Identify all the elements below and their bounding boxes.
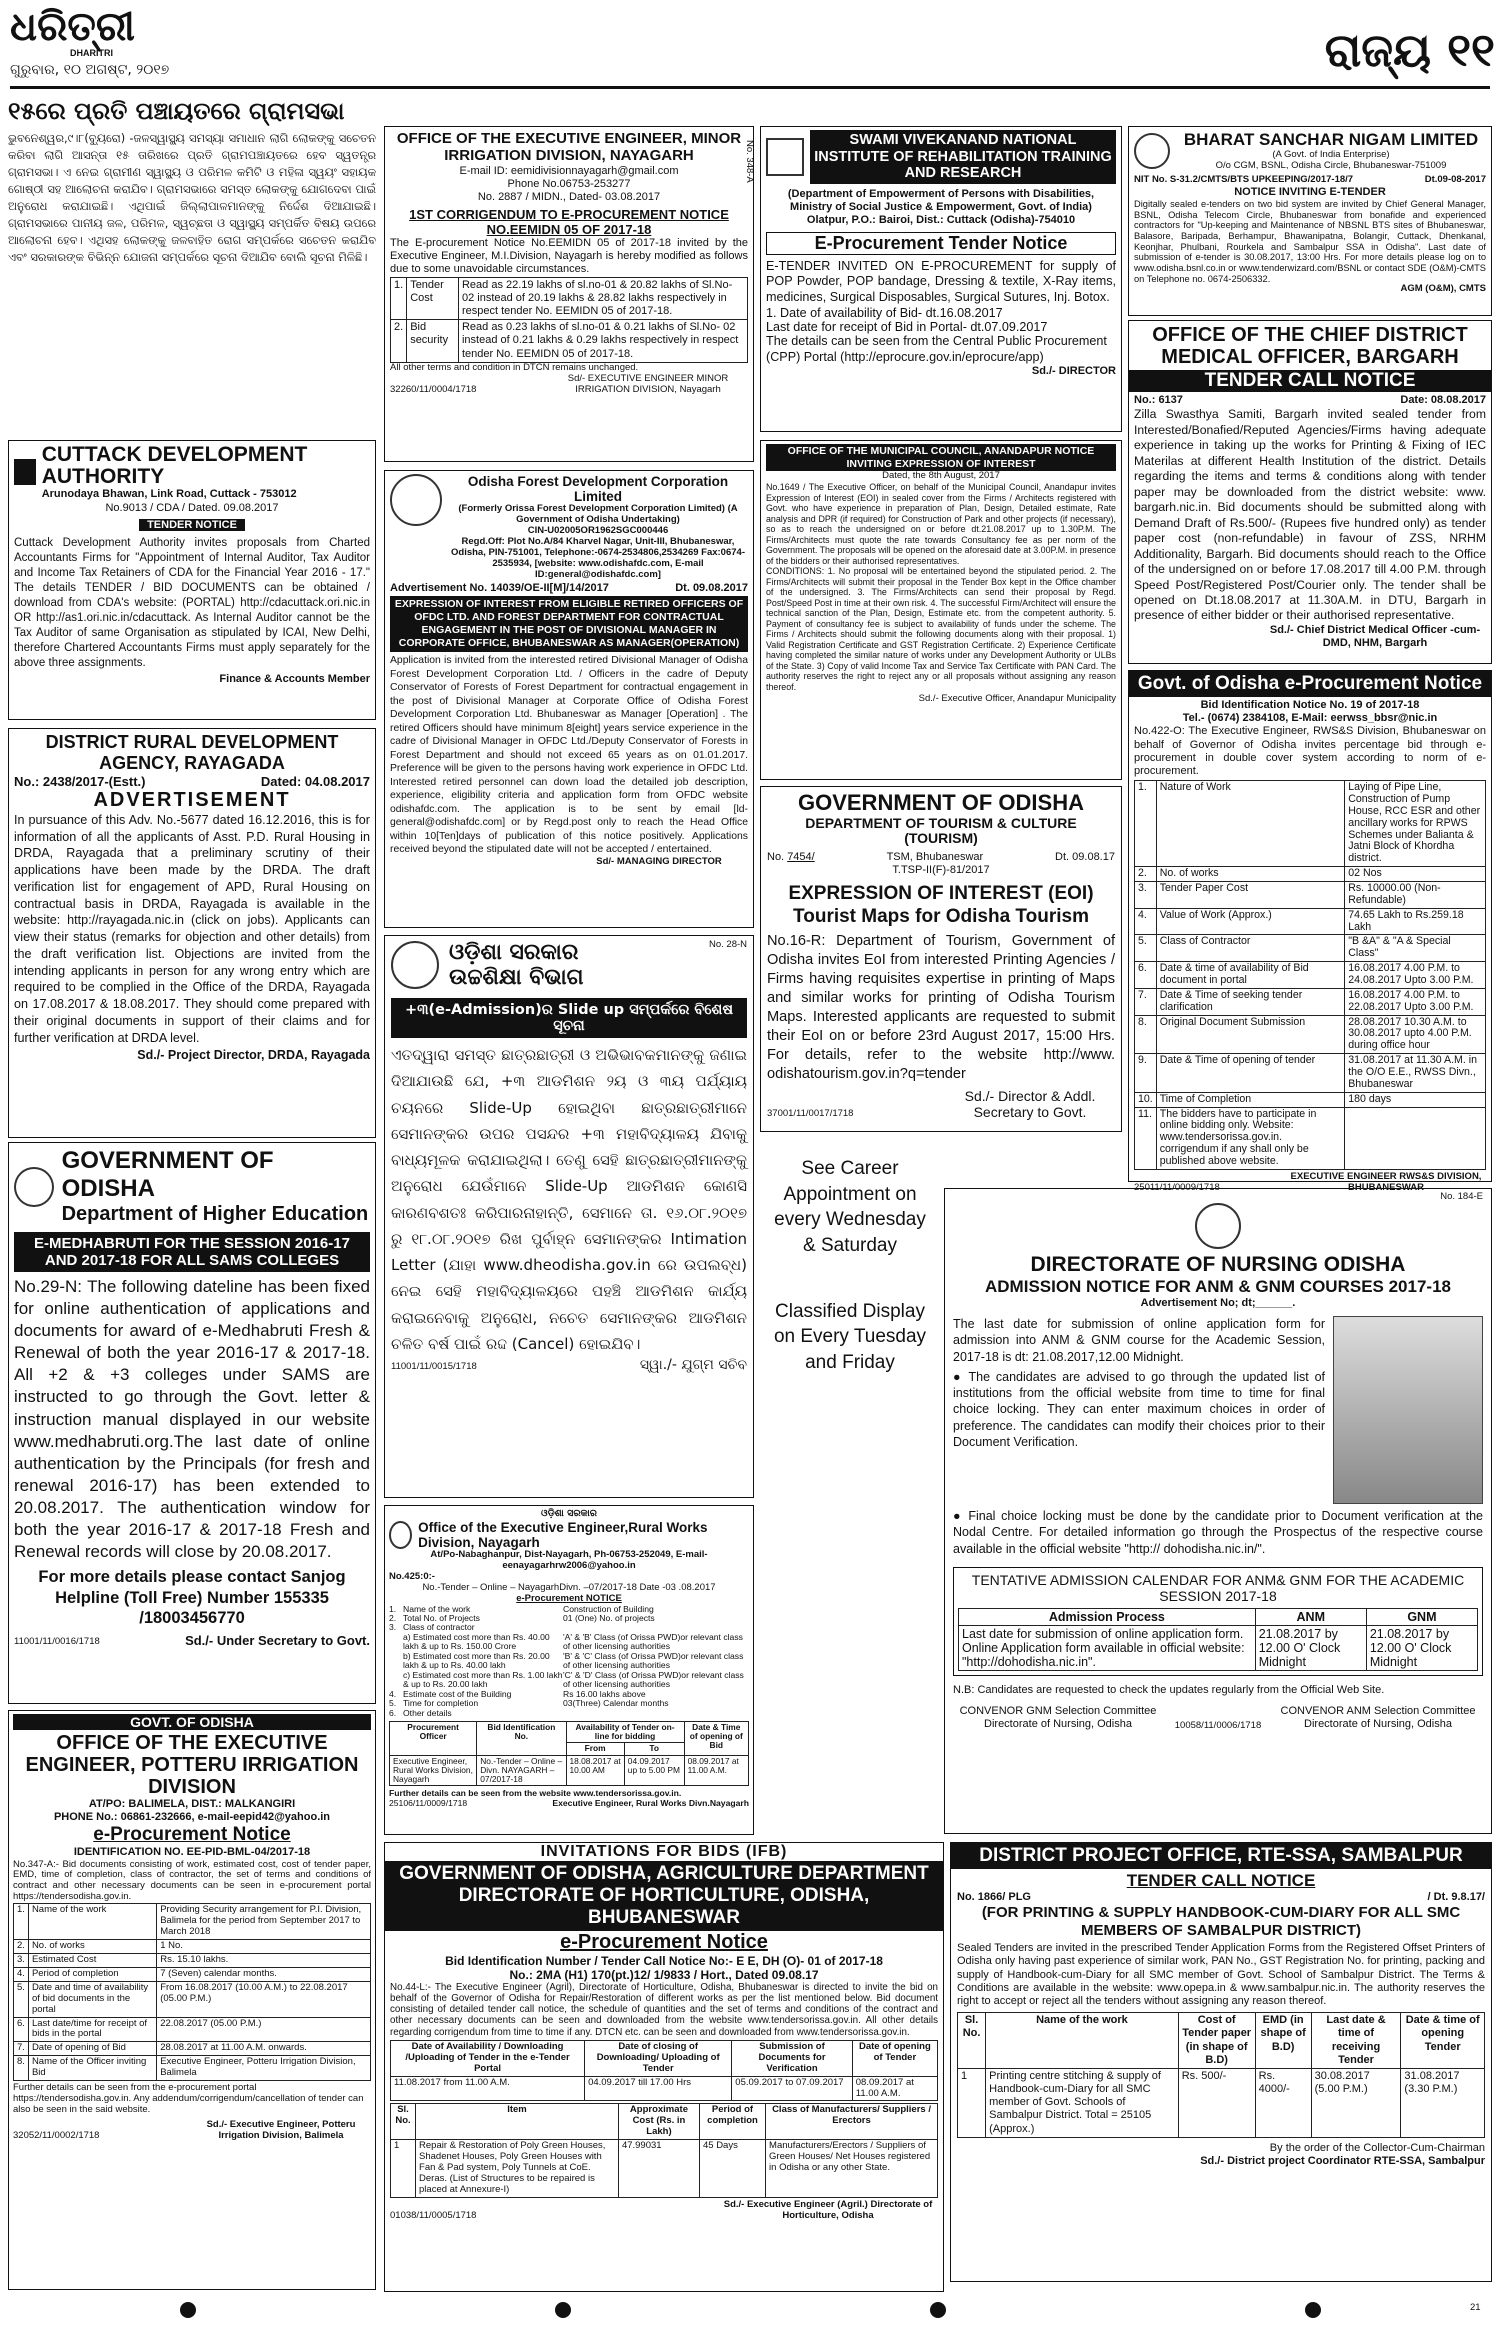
- table-cell: Manufacturers/Erectors / Suppliers of Green Houses/ Net Houses registered in Odisha or any other State.: [766, 2140, 938, 2198]
- table-cell: Original Document Submission: [1156, 1015, 1344, 1054]
- table-row: [14, 2042, 371, 2056]
- item-label: Time for completion: [403, 1698, 479, 1709]
- cda-logo-icon: [14, 459, 36, 485]
- table-cell: [1345, 1107, 1486, 1169]
- minor-irrigation-notice: OFFICE OF THE EXECUTIVE ENGINEER, MINOR IRRIGATION DIVISION, NAYAGARH E-mail ID: eemidivisionnayagarh@gmail.com Phone No.06753-253277 No. 2887 / MIDN., Dated- 03.08.2017 1ST CORRIGENDUM TO E-PROCUREMENT NOTICE NO.EEMIDN 05 OF 2017-18 The E-procurement Notice No.EEMIDN 05 of 2017-18 invited by the Executive Engineer, M.I.Division, Nayagarh is hereby modified as follows due to some unavoidable circumstances. 1. Tender Cost Read as 22.19 lakhs of sl.no-01 & 20.82 lakhs of Sl.No- 02 instead of 20.19 lakhs & 28.82 lakhs respectively in respect tender No. EEMIDN 05 of 2017-18. 2. Bid security Read as 0.23 lakhs of sl.no-01 & 0.21 lakhs of Sl.No- 02 instead of 0.21 lakhs & 0.29 lakhs respectively in respect tender No. EEMIDN 05 of 2017-18. All other terms and condition in DTCN remains unchanged. 32260/11/0004/1718 Sd/- EXECUTIVE ENGINEER MINOR IRRIGATION DIVISION, Nayagarh: [384, 126, 754, 462]
- table-cell: Rs. 500/-: [1178, 2068, 1255, 2137]
- table-cell: 74.65 Lakh to Rs.259.18 Lakh: [1345, 908, 1486, 935]
- table-cell: From 16.08.2017 (10.00 A.M.) to 22.08.2017 (05.00 P.M.): [157, 1981, 371, 2017]
- table-cell: 31.08.2017 (3.30 P.M.): [1401, 2068, 1485, 2137]
- news-article: [8, 96, 376, 436]
- potteru-notice: GOVT. OF ODISHA OFFICE OF THE EXECUTIVE ENGINEER, POTTERU IRRIGATION DIVISION AT/PO: BALIMELA, DIST.: MALKANGIRI PHONE No.: 06861-232666, e-mail-eepid42@yahoo.in e-Procurement Notice IDENTIFICATION NO. EE-PID-BML-04/2017-18 No.347-A:- Bid documents consisting of work, estimated cost, cost of tender paper, EMD, time of completion, class of contractor, the set of terms and conditions of contract and other necessary documents can be seen in e-procurement portal https://tendersodisha.gov.in. 1. Name of the work Providing Security arrangement for P.I. Division, Balimela for the period from September 2017 to March 2018 2. No. of works 1 No. 3. Estimated Cost Rs. 15.10 lakhs. 4. Period of completion 7 (Seven) calendar months. 5. Date and time of availability of bid documents in the portal From 16.08.2017 (10.00 A.M.) to 22.08.2017 (05.00 P.M.) 6. Last date/time for receipt of bids in the portal 22.08.2017 (05.00 P.M.) 7. Date of opening of Bid 28.08.2017 at 11.00 A.M. onwards. 8. Name of the Officer inviting Bid Executive Engineer, Potteru Irrigation Division, Balimela Further details can be seen from the e-procurement portal https://tendersodisha.gov.in. Any addendum/corrigendum/cancellation of tender can also be seen in the said website. 32052/11/0002/1718 Sd./- Executive Engineer, Potteru Irrigation Division, Balimela: [8, 1710, 376, 2290]
- horticulture-notice: INVITATIONS FOR BIDS (IFB) GOVERNMENT OF ODISHA, AGRICULTURE DEPARTMENT DIRECTORATE OF HORTICULTURE, ODISHA, BHUBANESWAR e-Procurement Notice Bid Identification Number / Tender Call Notice No:- E E, DH (O)- 01 of 2017-18 No.: 2MA (H1) 170(pt.)12/ 1/9833 / Hort., Dated 09.08.17 No.44-L:- The Executive Engineer (Agril), Directorate of Horticulture, Odisha, Bhubaneswar is directed to invite the bid on behalf of the Governor of Odisha for Repair/Restoration of different works as per the list mentioned below. Bid document consisting of detailed tender call notice, the schedule of quantities and the set of terms and conditions of the contract and other necessary documents can be seen and downloaded from the website www.tendersorissa.gov.in. All other details regarding corrigendum from time to time if any. DTCN etc. can be seen and downloaded from www.tendersorissa.gov.in. Date of Availability / Downloading /Uploading of Tender in the e-Tender Portal Date of closing of Downloading/ Uploading of Tender Submission of Documents for Verification Date of opening of Tender 11.08.2017 from 11.00 A.M. 04.09.2017 till 17.00 Hrs 05.09.2017 to 07.09.2017 08.09.2017 at 11.00 A.M. Sl. No. Item Approximate Cost (Rs. in Lakh) Period of completion Class of Manufacturers/ Suppliers / Erectors 1 Repair & Restoration of Poly Green Houses, Shadenet Houses, Poly Green Houses with Fan & Pad system, Poly Tunnels at CoE. Deras. (List of Structures to be repaired is placed at Annexure-I) 47.99031 45 Days Manufacturers/Erectors / Suppliers of Green Houses/ Net Houses registered in Odisha or any other State. 01038/11/0005/1718 Sd./- Executive Engineer (Agril.) Directorate of Horticulture, Odisha: [384, 1842, 944, 2292]
- drda-notice: DISTRICT RURAL DEVELOPMENT AGENCY, RAYAGADA No.: 2438/2017-(Estt.) Dated: 04.08.2017 ADVERTISEMENT In pursuance of this Adv. No.-5677 dated 16.12.2016, this is for information of all the applicants of Asst. P.D. Rural Housing in DRDA, Rayagada that a preliminary scrutiny of their applications have been made by the DRDA. The draft verification list for engagement of APD, Rural Housing on contractual basis in DRDA, Rayagada is available in the website: http://rayagada.nic.in (click on jobs). Applicants can view their status (remarks for objection and other details) from the draft verification list. Objections are invited from the intending applicants in person for any wrong entry which are required to be complied in the Office of the DRDA, Rayagada on 17.08.2017 & 18.08.2017. They should come prepared with their original documents in support of their claims and for further verification at DRDA level. Sd./- Project Director, DRDA, Rayagada: [8, 728, 376, 1138]
- item-label: a) Estimated cost more than Rs. 40.00 lakh & up to Rs. 150.00 Crore: [403, 1631, 550, 1652]
- table-cell: 21.08.2017 by 12.00 O' Clock Midnight: [1366, 1625, 1477, 1670]
- minor-irrigation-side-no: No. 348-A: [744, 140, 755, 183]
- item-label: Other details: [403, 1707, 452, 1718]
- table-cell: 18.08.2017 at 10.00 AM: [566, 1755, 624, 1786]
- table-cell: Period of completion: [28, 1967, 156, 1981]
- rural-works-table: [389, 1721, 749, 1786]
- item-value: [563, 1709, 749, 1718]
- table-header-cell: Class of Manufacturers/ Suppliers / Erectors: [766, 2104, 938, 2140]
- table-header-cell: Date of opening of Tender: [852, 2040, 937, 2076]
- table-cell: Date & Time of opening of tender: [1156, 1054, 1344, 1093]
- table-cell: 8.: [14, 2056, 29, 2081]
- nursing-notice: No. 184-E DIRECTORATE OF NURSING ODISHA ADMISSION NOTICE FOR ANM & GNM COURSES 2017-18 Advertisement No; dt;______. The last date for submission of online application form for admission into ANM & GNM course for the Academic Session, 2017-18 is dt: 21.08.2017,12.00 Midnight. ● The candidates are advised to go through the updated list of institutions from the official website from time to time for final choice locking. They can enter maximum choices in order of preference. The candidates can modify their choices prior to their Document Verification. ● Final choice locking must be done by the candidate prior to Document verification at the Nodal Centre. For detailed information go through the Prospectus of the respective course available in the official website "http:// dohodisha.nic.in/". TENTATIVE ADMISSION CALENDAR FOR ANM& GNM FOR THE ACADEMIC SESSION 2017-18 Admission Process ANM GNM Last date for submission of online application form. Online Application form available in official website: "http://dohodisha.nic.in". 21.08.2017 by 12.00 O' Clock Midnight 21.08.2017 by 12.00 O' Clock Midnight N.B: Candidates are requested to check the updates regularly from the Official Web Site. CONVENOR GNM Selection Committee Directorate of Nursing, Odisha 10058/11/0006/1718 CONVENOR ANM Selection Committee Directorate of Nursing, Odisha: [944, 1188, 1492, 1834]
- ofdc-logo-icon: [390, 474, 442, 526]
- table-header-cell: Period of completion: [699, 2104, 765, 2140]
- table-row: [1135, 962, 1486, 989]
- table-header-cell: Admission Process: [959, 1608, 1256, 1625]
- item-number: 6.: [389, 1707, 397, 1718]
- table-cell: 4.: [1135, 908, 1157, 935]
- table-cell: 3.: [14, 1953, 29, 1967]
- table-row: [1135, 908, 1486, 935]
- table-row: [1135, 988, 1486, 1015]
- table-cell: 1.: [1135, 781, 1157, 867]
- potteru-table: [13, 1903, 371, 2081]
- item-value: 01 (One) No. of projects: [563, 1612, 655, 1623]
- table-cell: 180 days: [1345, 1092, 1486, 1107]
- item-label: c) Estimated cost more than Rs. 1.00 lakh & up to Rs. 20.00 lakh: [403, 1669, 563, 1690]
- table-cell: Name of the Officer inviting Bid: [28, 2056, 156, 2081]
- bsnl-logo-icon: [1134, 133, 1170, 169]
- registration-mark-icon: [555, 2302, 571, 2318]
- table-cell: 08.09.2017 at 11.00 A.M.: [852, 2076, 937, 2101]
- table-cell: Last date/time for receipt of bids in the portal: [28, 2017, 156, 2042]
- item-number: [389, 1652, 403, 1671]
- item-number: 3.: [389, 1622, 397, 1633]
- table-cell: 3.: [1135, 882, 1157, 909]
- table-cell: 2.: [14, 1940, 29, 1954]
- table-header-cell: Approximate Cost (Rs. in Lakh): [618, 2104, 699, 2140]
- masthead-rule: [10, 86, 1490, 89]
- table-row: [391, 277, 748, 320]
- table-header-row: [391, 2104, 938, 2140]
- table-header-row: [390, 1721, 749, 1742]
- anandapur-notice: OFFICE OF THE MUNICIPAL COUNCIL, ANANDAPUR NOTICE INVITING EXPRESSION OF INTEREST Dated, the 8th August, 2017 No.1649 / The Executive Officer, on behalf of the Municipal Council, Anandapur invites Expression of Interest (EOI) in sealed cover from the Firms / Architects registered with Govt. who have experience in preparation of Plan, Design, Detailed estimate, Rate analysis and DPR (if required) for Construction of Park and other projects (if necessary), so as to reach the undersigned on or before dt.21.08.2017 up to 1.30P.M. The Firms/Architects must quote the rate towards Consultancy fee as per norm of the Government. The proposals will be opened on the aforesaid date at 3.00P.M. in presence of the bidders or their authorised representatives. CONDITIONS: 1. No proposal will be entertained beyond the stipulated period. 2. The Firms/Architects will submit their proposal in the Tender Box kept in the Office chamber of the undersigned. 3. The Firms/Architects can send their proposal by Regd. Post/Speed Post in time at their own risk. 4. The successful Firm/Architect will ensure the technical sanction of the Plan, Design, Estimate etc. from the competent authority. 5. Payment of consultancy fee is subject to availability of funds under the scheme. The Firms / Architects should submit the following documents along with their proposal. 1) Valid Registration Certificate and GST Registration Certificate. 2) Experience Certificate having completed the similar nature of works under any Development Authority or ULBs of the State. 3) Copy of valid Income Tax and Service Tax Certificate with PAN Card. The authority reserves the right to reject any or all proposals without assigning any reason thereof. Sd./- Executive Officer, Anandapur Municipality: [760, 440, 1122, 780]
- table-cell: 02 Nos: [1345, 867, 1486, 882]
- table-cell: Read as 0.23 lakhs of sl.no-01 & 0.21 lakhs of Sl.No- 02 instead of 0.21 lakhs & 0.29 lakhs respectively in respect tender No. EEMIDN 05 of 2017-18.: [458, 320, 747, 363]
- masthead-date: ଗୁରୁବାର, ୧୦ ଅଗଷ୍ଟ, ୨୦୧୭: [10, 62, 170, 78]
- rwss-notice: Govt. of Odisha e-Procurement Notice Bid Identification Notice No. 19 of 2017-18 Tel.- (0674) 2384108, E-Mail: eerwss_bbsr@nic.in No.422-O: The Executive Engineer, RWS&S Division, Bhubaneswar on behalf of Governor of Odisha invites percentage bid through e-procurement in double cover system according to norm of e-procurement. 1. Nature of Work Laying of Pipe Line, Construction of Pump House, RCC ESR and other ancillary works for RPWS Schemes under Balianta & Jatni Block of Khordha district. 2. No. of works 02 Nos 3. Tender Paper Cost Rs. 10000.00 (Non-Refundable) 4. Value of Work (Approx.) 74.65 Lakh to Rs.259.18 Lakh 5. Class of Contractor "B &A" & "A & Special Class" 6. Date & time of availability of Bid document in portal 16.08.2017 4.00 P.M. to 24.08.2017 Upto 3.00 P.M. 7. Date & Time of seeking tender clarification 16.08.2017 4.00 P.M. to 22.08.2017 Upto 3.00 P.M. 8. Original Document Submission 28.08.2017 10.30 A.M. to 30.08.2017 upto 4.00 P.M. during office hour 9. Date & Time of opening of tender 31.08.2017 at 11.30 A.M. in the O/O E.E., RWSS Divn., Bhubaneswar 10. Time of Completion 180 days 11. The bidders have to participate in online bidding only. Website: www.tendersorissa.gov.in. corrigendum if any shall only be published above website. 25011/11/0009/1718 EXECUTIVE ENGINEER RWS&S DIVISION, BHUBANESWAR: [1128, 670, 1492, 1182]
- page-number: 21: [1470, 2302, 1481, 2313]
- minor-irrigation-table: [390, 277, 748, 363]
- table-cell: Read as 22.19 lakhs of sl.no-01 & 20.82 lakhs of Sl.No- 02 instead of 20.19 lakhs & 28.82 lakhs respectively in respect tender No. EEMIDN 05 of 2017-18.: [458, 277, 747, 320]
- table-row: [959, 1625, 1478, 1670]
- table-cell: Class of Contractor: [1156, 935, 1344, 962]
- item-label: Name of the work: [403, 1603, 471, 1614]
- table-cell: 1: [391, 2140, 416, 2198]
- nursing-calendar-table: [958, 1608, 1478, 1671]
- table-cell: 21.08.2017 by 12.00 O' Clock Midnight: [1255, 1625, 1366, 1670]
- table-cell: 05.09.2017 to 07.09.2017: [732, 2076, 852, 2101]
- table-row: [14, 1953, 371, 1967]
- table-cell: 47.99031: [618, 2140, 699, 2198]
- rtessa-table: [957, 2012, 1485, 2138]
- table-row: [14, 1967, 371, 1981]
- table-row: [14, 2017, 371, 2042]
- table-cell: 2.: [391, 320, 407, 363]
- table-cell: No.-Tender – Online – Divn. NAYAGARH – 07/2017-18: [477, 1755, 566, 1786]
- table-row: [391, 2076, 938, 2101]
- table-cell: 7 (Seven) calendar months.: [157, 1967, 371, 1981]
- table-header-cell: Date & time of opening Tender: [1401, 2013, 1485, 2069]
- item-number: [389, 1633, 403, 1652]
- list-item: [389, 1709, 749, 1718]
- table-cell: Tender Cost: [407, 277, 459, 320]
- list-item: [389, 1652, 749, 1671]
- table-header-cell: Sl. No.: [391, 2104, 416, 2140]
- table-cell: Repair & Restoration of Poly Green Houses, Shadenet Houses, Poly Green Houses with Fan & Pad system, Poly Tunnels at CoE. Deras. (List of Structures to be repaired is placed at Annexure-I): [416, 2140, 619, 2198]
- item-value: Construction of Building: [563, 1603, 654, 1614]
- item-label: Total No. of Projects: [403, 1612, 480, 1623]
- table-cell: 30.08.2017 (5.00 P.M.): [1311, 2068, 1401, 2137]
- table-row: [391, 2140, 938, 2198]
- table-header-row: [959, 1608, 1478, 1625]
- table-cell: Value of Work (Approx.): [1156, 908, 1344, 935]
- news-body: ଭୁବନେଶ୍ୱର,୯।୮(ବ୍ୟୁରୋ) -ଜଳସ୍ୱାସ୍ଥ୍ୟ ସମସ୍ୟା ସମାଧାନ ଲାଗି ଲୋକଙ୍କୁ ସଚେତନ କରିବା ଲାଗି ଆସନ୍ତା ୧୫ ତାରିଖରେ ପ୍ରତି ଗ୍ରାମପଞ୍ଚାୟତରେ ହେବ ସ୍ୱତନ୍ତ୍ର ଗ୍ରାମସଭା। ଏ ନେଇ ଗ୍ରାମୀଣ ସ୍ୱାସ୍ଥ୍ୟ ଓ ପରିମଳ କମିଟି ଓ ମହିଳା ସ୍ୱୟଂ ସହାୟକ ଗୋଷ୍ଠୀ ସହ ଆଲୋଚନା କରାଯିବ। ଗ୍ରାମସଭାରେ ସମସ୍ତ ଲୋକଙ୍କୁ ଯୋଗଦେବା ପାଇଁ ଅନୁରୋଧ କରାଯାଇଛି। ଏଥିପାଇଁ ଜିଲ୍ଲାପାଳମାନଙ୍କୁ ନିର୍ଦ୍ଦେଶ ଦିଆଯାଇଛି। ଗ୍ରାମସଭାରେ ପାନୀୟ ଜଳ, ପରିମଳ, ସ୍ୱଚ୍ଛତା ଓ ସ୍ୱାସ୍ଥ୍ୟ ସମ୍ପର୍କିତ ବିଷୟ ଉପରେ ଆଲୋଚନା ହେବ। ଏଥିସହ ଲୋକଙ୍କୁ ଜଳବାହିତ ରୋଗ ସମ୍ପର୍କରେ ସଚେତନ କରାଯିବ ଏବଂ ସରକାରଙ୍କ ବିଭିନ୍ନ ଯୋଜନା ସମ୍ପର୍କରେ ସୂଚନା ଦିଆଯିବ ବୋଲି ସୂଚନା ମିଳିଛି।: [8, 131, 376, 264]
- table-header-cell: ANM: [1255, 1608, 1366, 1625]
- tourism-notice: GOVERNMENT OF ODISHA DEPARTMENT OF TOURISM & CULTURE (TOURISM) No. 7454/ TSM, Bhubaneswar Dt. 09.08.17 T.TSP-II(F)-81/2017 EXPRESSION OF INTEREST (EOI) Tourist Maps for Odisha Tourism No.16-R: Department of Tourism, Government of Odisha invites EoI from interested Printing Agencies / Firms having requisites expertise in printing of Maps and similar works for printing of Odisha Tourism Maps. Interested applicants are requested to submit their EoI on or before 23rd August 2017, 15:00 Hrs. For details, refer to the website http://www. odishatourism.gov.in?q=tender 37001/11/0017/1718 Sd./- Director & Addl. Secretary to Govt.: [760, 786, 1122, 1132]
- table-header-cell: GNM: [1366, 1608, 1477, 1625]
- table-cell: Name of the work: [28, 1904, 156, 1940]
- table-row: [391, 320, 748, 363]
- table-cell: 31.08.2017 at 11.30 A.M. in the O/O E.E., RWSS Divn., Bhubaneswar: [1345, 1054, 1486, 1093]
- item-number: 2.: [389, 1612, 397, 1623]
- table-cell: 22.08.2017 (05.00 P.M.): [157, 2017, 371, 2042]
- table-header-row: [958, 2013, 1485, 2069]
- table-cell: Date and time of availability of bid documents in the portal: [28, 1981, 156, 2017]
- table-cell: 11.: [1135, 1107, 1157, 1169]
- table-cell: The bidders have to participate in online bidding only. Website: www.tendersorissa.gov.in. corrigendum if any shall only be published above website.: [1156, 1107, 1344, 1169]
- table-row: [1135, 882, 1486, 909]
- table-cell: 04.09.2017 till 17.00 Hrs: [585, 2076, 732, 2101]
- table-cell: Bid security: [407, 320, 459, 363]
- cdmo-notice: OFFICE OF THE CHIEF DISTRICT MEDICAL OFFICER, BARGARH TENDER CALL NOTICE No.: 6137 Date: 08.08.2017 Zilla Swasthya Samiti, Bargarh invited sealed tender from Interested/Bonafied/Reputed Agencies/Firms having adequate experience in taking up the works for Printing & Fixing of IEC Materilas at different Health Institution of the district. Details regarding the items and terms & conditions along with tender paper may be downloaded from the district website: www. bargarh.nic.in. Bid documents should be submitted along with Demand Draft of Rs.500/- (Rupees five hundred only) as tender paper cost (non-refundable) in favour of ZSS, NRHM Additionality, Bargarh. Bid documents should reach to the Office of the undersigned on or before 17.08.2017 till 4.00 P.M. through Speed Post/Registered Post/Courier only. The tender shall be opened on Dt.18.08.2017 at 11.30A.M. in DTU, Bargarh in presence of either bidder or their authorised representative. Sd./- Chief District Medical Officer -cum-DMD, NHM, Bargarh: [1128, 320, 1492, 664]
- table-cell: "B &A" & "A & Special Class": [1345, 935, 1486, 962]
- item-value: 'B' & 'C' Class (of Orissa PWD)or relevant class of other licensing authorities: [563, 1650, 744, 1671]
- table-cell: Rs. 10000.00 (Non-Refundable): [1345, 882, 1486, 909]
- odisha-emblem-icon: [1195, 1203, 1241, 1249]
- table-cell: 7.: [14, 2042, 29, 2056]
- table-cell: 4.: [14, 1967, 29, 1981]
- higher-ed-notice: GOVERNMENT OF ODISHA Department of Higher Education E-MEDHABRUTI FOR THE SESSION 2016-17 AND 2017-18 FOR ALL SAMS COLLEGES No.29-N: The following dateline has been fixed for online authentication of applications and documents for award of e-Medhabruti Fresh & Renewal of both the year 2016-17 & 2017-18. All +2 & +3 colleges under SAMS are instructed to go through the Govt. letter & instruction manual displayed in our website www.medhabruti.org.The last date of online authentication by the Principals (for fresh and renewal 2016-17) has been extended to 20.08.2017. The authentication window for both the year 2016-17 & 2017-18 Fresh and Renewal records will close by 20.08.2017. For more details please contact Sanjog Helpline (Toll Free) Number 155335 /18003456770 11001/11/0016/1718 Sd./- Under Secretary to Govt.: [8, 1142, 376, 1704]
- table-cell: 10.: [1135, 1092, 1157, 1107]
- registration-mark-icon: [1305, 2302, 1321, 2318]
- table-cell: 45 Days: [699, 2140, 765, 2198]
- table-row: [14, 2056, 371, 2081]
- table-row: [958, 2068, 1485, 2137]
- item-number: 5.: [389, 1698, 397, 1709]
- rural-works-items: [389, 1605, 749, 1718]
- table-cell: Laying of Pipe Line, Construction of Pump House, RCC ESR and other ancillary works for RPWS Schemes under Balianta & Jatni Block of Khordha district.: [1345, 781, 1486, 867]
- table-row: [14, 1981, 371, 2017]
- registration-mark-icon: [180, 2302, 196, 2318]
- institute-logo-icon: [766, 138, 804, 176]
- ofdc-notice: Odisha Forest Development Corporation Limited (Formerly Orissa Forest Development Corporation Limited) (A Government of Odisha Undertaking) CIN-U02005OR1962SGC000446 Regd.Off: Plot No.A/84 Kharvel Nagar, Unit-III, Bhubaneswar, Odisha, PIN-751001, Telephone:-0674-2534806,2534269 Fax:0674-2535934, [website: www.odishafdc.com, E-mail ID:general@odishafdc.com] Advertisement No. 14039/OE-II[M]/14/2017 Dt. 09.08.2017 EXPRESSION OF INTEREST FROM ELIGIBLE RETIRED OFFICERS OF OFDC LTD. AND FOREST DEPARTMENT FOR CONTRACTUAL ENGAGEMENT IN THE POST OF DIVISIONAL MANAGER IN CORPORATE OFFICE, BHUBANESWAR AS MANAGER(OPERATION) Application is invited from the interested retired Divisional Manager of Odisha Forest Development Corporation Ltd. / Officers in the cadre of Deputy Conservator of Forests of Forest Department for contractual engagement in the post of Divisional Manager at Corporate Office of Odisha Forest Development Corporation Ltd. Bhubaneswar as Manager [Operation] . The retired Officers should have minimum 8[eight] years service experience in the cadre of Divisional Manager in OFDC Ltd./Deputy Conservator of Forests in Forest Department and should not exceed 65 years as on 01.01.2017. Preference will be given to the persons having work experience in OFDC Ltd. Interested retired personnel can down load the detailed job description, experience, eligibility criteria and application form from OFDC website odishafdc.com. The application is to be sent by email [ld-general@odishafdc.com] or by Regd.post only to reach the Head Office within 10[Ten]days of publication of this notice positively. Applications received beyond the stipulated date will not be accepted / entertained. Sd/- MANAGING DIRECTOR: [384, 470, 754, 928]
- odisha-emblem-icon: [389, 1521, 412, 1549]
- table-cell: Estimated Cost: [28, 1953, 156, 1967]
- table-cell: 28.08.2017 at 11.00 A.M. onwards.: [157, 2042, 371, 2056]
- news-headline: ୧୫ରେ ପ୍ରତି ପଞ୍ଚାୟତରେ ଗ୍ରାମସଭା: [8, 97, 345, 125]
- table-header-cell: Bid Identification No.: [477, 1721, 566, 1755]
- portrait-image: [1333, 1316, 1483, 1504]
- table-cell: 5.: [1135, 935, 1157, 962]
- list-item: [389, 1633, 749, 1652]
- table-header-cell: EMD (in shape of B.D): [1255, 2013, 1311, 2069]
- table-cell: Executive Engineer, Rural Works Division, Nayagarh: [390, 1755, 477, 1786]
- table-cell: Providing Security arrangement for P.I. Division, Balimela for the period from September 2017 to March 2018: [157, 1904, 371, 1940]
- table-cell: 2.: [1135, 867, 1157, 882]
- table-cell: 04.09.2017 up to 5.00 PM: [624, 1755, 684, 1786]
- odisha-emblem-icon: [14, 1167, 54, 1207]
- horticulture-dates-table: [390, 2040, 938, 2102]
- table-cell: 8.: [1135, 1015, 1157, 1054]
- item-value: 'C' & 'D' Class (of Orissa PWD)or relevant class of other licensing authorities: [563, 1669, 744, 1690]
- table-cell: 6.: [1135, 962, 1157, 989]
- table-header-cell: To: [624, 1743, 684, 1755]
- table-header-cell: Availability of Tender on-line for bidding: [566, 1721, 684, 1742]
- table-cell: Tender Paper Cost: [1156, 882, 1344, 909]
- table-header-cell: From: [566, 1743, 624, 1755]
- table-cell: 5.: [14, 1981, 29, 2017]
- table-row: [1135, 1054, 1486, 1093]
- list-item: [389, 1671, 749, 1690]
- item-value: Rs 16.00 lakhs above: [563, 1688, 646, 1699]
- table-header-cell: Sl. No.: [958, 2013, 986, 2069]
- item-label: Estimate cost of the Building: [403, 1688, 512, 1699]
- table-cell: Last date for submission of online application form. Online Application form available in official website: "http://dohodisha.nic.in".: [959, 1625, 1256, 1670]
- table-header-cell: Last date & time of receiving Tender: [1311, 2013, 1401, 2069]
- table-cell: 9.: [1135, 1054, 1157, 1093]
- table-cell: Rs. 4000/-: [1255, 2068, 1311, 2137]
- table-row: [1135, 1092, 1486, 1107]
- table-cell: Date & Time of seeking tender clarification: [1156, 988, 1344, 1015]
- table-cell: Date of opening of Bid: [28, 2042, 156, 2056]
- career-box: See Career Appointment on every Wednesday & Saturday Classified Display on Every Tuesday and Friday: [773, 1158, 927, 1373]
- table-header-cell: Name of the work: [986, 2013, 1179, 2069]
- table-cell: 16.08.2017 4.00 P.M. to 24.08.2017 Upto 3.00 P.M.: [1345, 962, 1486, 989]
- table-cell: 7.: [1135, 988, 1157, 1015]
- table-cell: 16.08.2017 4.00 P.M. to 22.08.2017 Upto 3.00 P.M.: [1345, 988, 1486, 1015]
- table-cell: No. of works: [28, 1940, 156, 1954]
- table-header-cell: Date of closing of Downloading/ Uploading of Tender: [585, 2040, 732, 2076]
- item-number: 1.: [389, 1603, 397, 1614]
- rwss-table: [1134, 780, 1486, 1170]
- table-cell: Nature of Work: [1156, 781, 1344, 867]
- odisha-emblem-icon: [391, 941, 439, 989]
- table-cell: 11.08.2017 from 11.00 A.M.: [391, 2076, 585, 2101]
- table-row: [1135, 1015, 1486, 1054]
- print-marks: [0, 2300, 1500, 2320]
- bsnl-notice: BHARAT SANCHAR NIGAM LIMITED (A Govt. of India Enterprise) O/o CGM, BSNL, Odisha Circle, Bhubaneswar-751009 NIT No. S-31.2/CMTS/BTS UPKEEPING/2017-18/7 Dt.09-08-2017 NOTICE INVITING E-TENDER Digitally sealed e-tenders on two bid system are invited by Chief General Manager, BSNL, Odisha Telecom Circle, Bhubaneswar from bonafide and experienced contractors for "Up-keeping and Maintenance of NBSNL BTS sites of Bhubaneswar, Balasore, Baripada, Berhampur, Bhawanipatna, Bolangir, Cuttack, Dhenkanal, Keonjhar, Phulbani, Rourkela and Sambalpur SSA in Odisha". Last date of submission of e-tender is 30.08.2017, 13:00 Hrs. For more details please log on to www.odisha.bsnl.co.in or www.tenderwizard.com/BSNL or contact SDE (O&M)-CMTS on Telephone no. 0674-2506332. AGM (O&M), CMTS: [1128, 126, 1492, 316]
- table-cell: 28.08.2017 10.30 A.M. to 30.08.2017 upto 4.00 P.M. during office hour: [1345, 1015, 1486, 1054]
- table-header-cell: Date of Availability / Downloading /Uploading of Tender in the e-Tender Portal: [391, 2040, 585, 2076]
- table-header-cell: Date & Time of opening of Bid: [684, 1721, 748, 1755]
- registration-mark-icon: [930, 2302, 946, 2318]
- cda-notice: CUTTACK DEVELOPMENT AUTHORITY Arunodaya Bhawan, Link Road, Cuttack - 753012 No.9013 / CDA / Dated. 09.08.2017 TENDER NOTICE Cuttack Development Authority invites proposals from Charted Accountants Firms for "Appointment of Internal Auditor, Tax Auditor and Income Tax Retainers of CDA for the Financial Year 2016 - 17." The details TENDER / BID DOCUMENTS can be obtained / download from CDA's website: (PORTAL) http://cdacuttack.ori.nic.in OR http://as1.ori.nic.in/cdacuttack. As Internal Auditor cannot be the Tax Auditor of same Organisation as stipulated by ICAI, New Delhi, therefore Chartered Accountants Firms must apply separately for the above three assignments. Finance & Accounts Member: [8, 440, 376, 720]
- table-row: [1135, 867, 1486, 882]
- odia-education-notice: ଓଡ଼ିଶା ସରକାର ଉଚ୍ଚଶିକ୍ଷା ବିଭାଗ No. 28-N +୩(e-Admission)ର Slide up ସମ୍ପର୍କରେ ବିଶେଷ ସୂଚନା ଏତଦ୍ୱାରା ସମସ୍ତ ଛାତ୍ରଛାତ୍ରୀ ଓ ଅଭିଭାବକମାନଙ୍କୁ ଜଣାଇ ଦିଆଯାଉଛି ଯେ, +୩ ଆଡମିଶନ ୨ୟ ଓ ୩ୟ ପର୍ଯ୍ୟାୟ ଚୟନରେ Slide-Up ହୋଇଥିବା ଛାତ୍ରଛାତ୍ରୀମାନେ ସେମାନଙ୍କର ଉପର ପସନ୍ଦର +୩ ମହାବିଦ୍ୟାଳୟ ଯିବାକୁ ବାଧ୍ୟମୂଳକ କରାଯାଇଥିଲା। ତେଣୁ ସେହି ଛାତ୍ରଛାତ୍ରୀମାନଙ୍କୁ ଅନୁରୋଧ ଯେଉଁମାନେ Slide-Up ଆଡମିଶନ କୋଣସି କାରଣବଶତଃ କରିପାରନାହାନ୍ତି, ସେମାନେ ତା. ୧୬.୦୮.୨୦୧୭ ରୁ ୧୮.୦୮.୨୦୧୭ ରିଖ ପୁର୍ବାହ୍ନ ସେମାନଙ୍କର Intimation Letter (ଯାହା www.dheodisha.gov.in ରେ ଉପଲବ୍ଧ) ନେଇ ସେହି ମହାବିଦ୍ୟାଳୟରେ ପହଞ୍ଚି ଆଡମିଶନ କାର୍ଯ୍ୟ କରାଇନେବାକୁ ଅନୁରୋଧ, ନଚେତ ସେମାନଙ୍କର ଆଡମିଶନ ଚଳିତ ବର୍ଷ ପାଇଁ ରଦ୍ଦ (Cancel) ହୋଇଯିବ। 11001/11/0015/1718 ସ୍ୱା./- ଯୁଗ୍ମ ସଚିବ: [384, 935, 754, 1498]
- table-header-row: [391, 2040, 938, 2076]
- section-name: ରାଜ୍ୟ ୧୧: [1324, 23, 1495, 77]
- table-cell: Printing centre stitching & supply of Handbook-cum-Diary for all SMC member of Govt. Schools of Sambalpur District. Total = 25105 (Approx.): [986, 2068, 1179, 2137]
- table-cell: Time of Completion: [1156, 1092, 1344, 1107]
- table-cell: 6.: [14, 2017, 29, 2042]
- table-row: [1135, 935, 1486, 962]
- table-cell: 1 No.: [157, 1940, 371, 1954]
- svnirtar-notice: SWAMI VIVEKANAND NATIONAL INSTITUTE OF REHABILITATION TRAINING AND RESEARCH (Department of Empowerment of Persons with Disabilities, Ministry of Social Justice & Empowerment, Govt. of India) Olatpur, P.O.: Bairoi, Dist.: Cuttack (Odisha)-754010 E-Procurement Tender Notice E-TENDER INVITED ON E-PROCUREMENT for supply of POP Powder, POP bandage, Dressing & textile, X-Ray items, medicines, Surgical Disposables, Surgical Sutures, Inj. Botox. 1. Date of availability of Bid- dt.16.08.2017 Last date for receipt of Bid in Portal- dt.07.09.2017 The details can be seen from the Central Public Procurement (CPP) Portal (http://eprocure.gov.in/eprocure/app) Sd./- DIRECTOR: [760, 126, 1122, 432]
- table-cell: 1: [958, 2068, 986, 2137]
- table-header-cell: Procurement Officer: [390, 1721, 477, 1755]
- table-header-cell: Submission of Documents for Verification: [732, 2040, 852, 2076]
- table-header-cell: Cost of Tender paper (in shape of B.D): [1178, 2013, 1255, 2069]
- table-cell: No. of works: [1156, 867, 1344, 882]
- table-row: [1135, 1107, 1486, 1169]
- item-number: 4.: [389, 1688, 397, 1699]
- table-row: [1135, 781, 1486, 867]
- rtessa-notice: DISTRICT PROJECT OFFICE, RTE-SSA, SAMBALPUR TENDER CALL NOTICE No. 1866/ PLG / Dt. 9.8.17/ (FOR PRINTING & SUPPLY HANDBOOK-CUM-DIARY FOR ALL SMC MEMBERS OF SAMBALPUR DISTRICT) Sealed Tenders are invited in the prescribed Tender Application Forms from the Registered Offset Printers of Odisha only having past experience of similar work, PAN No., GST Registration No. for printing, packing and supply of Handbook-cum-Diary for all SMC member of Govt. School of Sambalpur District. The Terms & Conditions are available in the website: www.opepa.in & www.sambalpur.nic.in. The authority reserves the right to accept or reject all the tenders without assigning any reason thereof. Sl. No. Name of the work Cost of Tender paper (in shape of B.D) EMD (in shape of B.D) Last date & time of receiving Tender Date & time of opening Tender 1 Printing centre stitching & supply of Handbook-cum-Diary for all SMC member of Govt. Schools of Sambalpur District. Total = 25105 (Approx.) Rs. 500/- Rs. 4000/- 30.08.2017 (5.00 P.M.) 31.08.2017 (3.30 P.M.) By the order of the Collector-Cum-Chairman Sd./- District project Coordinator RTE-SSA, Sambalpur: [950, 1842, 1492, 2282]
- masthead-logo: ଧରିତ୍ରୀ DHARITRI: [10, 4, 135, 58]
- table-row: [390, 1755, 749, 1786]
- rural-works-notice: ଓଡ଼ିଶା ସରକାର Office of the Executive Engineer,Rural Works Division, Nayagarh At/Po-Nabaghanpur, Dist-Nayagarh, Ph-06753-252049, E-mail-eenayagarhrw2006@yahoo.in No.425:0:- No.-Tender – Online – NayagarhDivn. –07/2017-18 Date -03 .08.2017 e-Procurement NOTICE 1. Name of the work Construction of Building 2. Total No. of Projects 01 (One) No. of projects 3. Class of contractor a) Estimated cost more than Rs. 40.00 lakh & up to Rs. 150.00 Crore 'A' & 'B' Class (of Orissa PWD)or relevant class of other licensing authorities b) Estimated cost more than Rs. 20.00 lakh & up to Rs. 40.00 lakh 'B' & 'C' Class (of Orissa PWD)or relevant class of other licensing authorities c) Estimated cost more than Rs. 1.00 lakh & up to Rs. 20.00 lakh 'C' & 'D' Class (of Orissa PWD)or relevant class of other licensing authorities 4. Estimate cost of the Building Rs 16.00 lakhs above 5. Time for completion 03(Three) Calendar months 6. Other details Procurement Officer Bid Identification No. Availability of Tender on-line for bidding Date & Time of opening of Bid From To Executive Engineer, Rural Works Division, Nayagarh No.-Tender – Online – Divn. NAYAGARH – 07/2017-18 18.08.2017 at 10.00 AM 04.09.2017 up to 5.00 PM 08.09.2017 at 11.00 A.M. Further details can be seen from the website www.tendersorissa.gov.in. 25106/11/0009/1718 Executive Engineer, Rural Works Divn.Nayagarh: [384, 1505, 754, 1835]
- table-header-cell: Item: [416, 2104, 619, 2140]
- item-value: 'A' & 'B' Class (of Orissa PWD)or relevant class of other licensing authorities: [563, 1631, 743, 1652]
- table-cell: 08.09.2017 at 11.00 A.M.: [684, 1755, 748, 1786]
- item-label: Class of contractor: [403, 1622, 475, 1633]
- item-value: 03(Three) Calendar months: [563, 1698, 669, 1709]
- table-row: [14, 1940, 371, 1954]
- horticulture-items-table: [390, 2103, 938, 2197]
- table-cell: 1.: [14, 1904, 29, 1940]
- table-cell: Date & time of availability of Bid document in portal: [1156, 962, 1344, 989]
- table-cell: Rs. 15.10 lakhs.: [157, 1953, 371, 1967]
- table-cell: 1.: [391, 277, 407, 320]
- item-label: b) Estimated cost more than Rs. 20.00 lakh & up to Rs. 40.00 lakh: [403, 1650, 550, 1671]
- item-number: [389, 1671, 403, 1690]
- table-cell: Executive Engineer, Potteru Irrigation Division, Balimela: [157, 2056, 371, 2081]
- table-row: [14, 1904, 371, 1940]
